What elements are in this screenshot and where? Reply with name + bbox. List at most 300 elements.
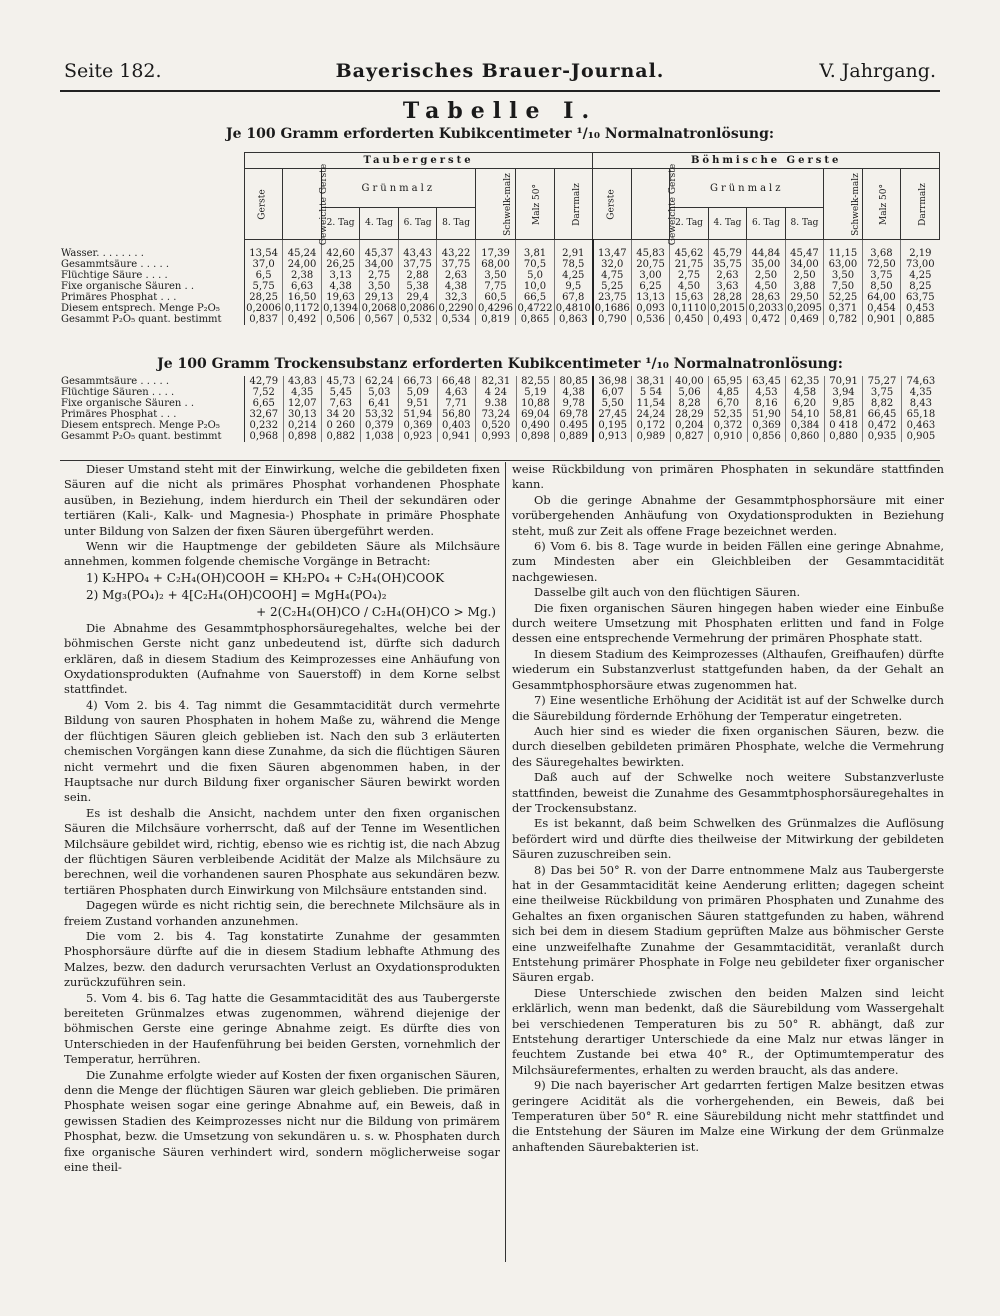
table-cell: 30,13 — [283, 409, 322, 420]
table-cell: 4,38 — [321, 281, 359, 292]
table-cell: 34,00 — [360, 259, 398, 270]
table-cell: 0,905 — [901, 431, 940, 442]
row-label: Wasser. . . . . . . . — [60, 240, 244, 260]
table-cell: 0,2086 — [400, 303, 436, 314]
table-cell: 0,880 — [824, 431, 863, 442]
table-cell: 0,889 — [555, 431, 594, 442]
table-cell: 8,43 — [901, 398, 940, 409]
table-cell: 0,472 — [747, 314, 785, 325]
table-cell: 8,50 — [862, 281, 900, 292]
paragraph: Dieser Umstand steht mit der Einwirkung, welche die gebildeten fixen Säuren auf die nicht als primäres Phosphat vorhandenen Phosphate ausüben, in Beziehung, indem hierdurch ein Theil der sekundären oder tertiären (Kali-, Kalk- und Magnesia-) Phosphate in primäre Phosphate unter Bildung von Salzen der fixen Säuren übergeführt werden. — [64, 462, 500, 538]
row-label: Flüchtige Säure . . . . — [60, 270, 244, 281]
table-cell: 3,94 — [824, 387, 863, 398]
table-cell: 65,18 — [901, 409, 940, 420]
col-malz-50: Malz 50° — [862, 169, 900, 240]
paragraph: Dasselbe gilt auch von den flüchtigen Säuren. — [534, 585, 801, 600]
table-cell: 26,25 — [321, 259, 359, 270]
table-cell: 5,19 — [516, 387, 555, 398]
paragraph: Die vom 2. bis 4. Tag konstatirte Zunahme der gesammten Phosphorsäure dürfte auf die in diesem Stadium lebhafte Athmung des Malzes, bezw. den dadurch verursachten Verlust an Oxydationsprodukten zurückzuführen sein. — [64, 928, 500, 990]
col-day: 8. Tag — [437, 208, 475, 240]
table-cell: 34,00 — [785, 259, 823, 270]
row-label: Diesem entsprech. Menge P₂O₅ — [60, 420, 245, 431]
table-cell: 36,98 — [593, 376, 632, 387]
table-cell: 0,379 — [360, 420, 399, 431]
table-cell: 8,82 — [863, 398, 902, 409]
table-cell: 0,885 — [901, 314, 940, 325]
table-cell: 32,67 — [245, 409, 284, 420]
col-gerste: Gerste — [244, 169, 282, 240]
row-label: Gesammtsäure . . . . . — [60, 376, 245, 387]
table-cell: 69,04 — [516, 409, 555, 420]
table-cell: 12,07 — [283, 398, 322, 409]
row-label: Gesammtsäure . . . . . — [60, 259, 244, 270]
table-row — [60, 420, 940, 431]
col-day: 8. Tag — [785, 208, 823, 240]
table-cell: 8,16 — [747, 398, 786, 409]
col-darrmalz: Darrmalz — [554, 169, 593, 240]
table-cell: 21,75 — [670, 259, 708, 270]
table-cell: 28,63 — [747, 292, 785, 303]
table-cell: 2,91 — [554, 240, 593, 260]
table-cell: 0,2068 — [361, 303, 397, 314]
table-cell: 56,80 — [437, 409, 476, 420]
table-cell: 5,25 — [593, 281, 631, 292]
table-cell: 6,25 — [631, 281, 669, 292]
table-cell: 8,28 — [670, 398, 709, 409]
column-divider — [505, 462, 506, 1262]
table-cell: 63,45 — [747, 376, 786, 387]
table2-title: Je 100 Gramm Trockensubstanz erforderten Kubikcentimeter ¹/₁₀ Normalnatronlösung: — [157, 356, 843, 372]
table-cell: 66,48 — [437, 376, 476, 387]
table-cell: 6,41 — [360, 398, 399, 409]
table-cell: 80,85 — [555, 376, 594, 387]
table-cell: 6,20 — [786, 398, 825, 409]
table-cell: 29,4 — [398, 292, 436, 303]
table-cell: 23,75 — [593, 292, 631, 303]
table-cell: 4,58 — [786, 387, 825, 398]
table-cell: 0,453 — [901, 303, 940, 314]
table-cell: 0,898 — [516, 431, 555, 442]
paragraph: Die Abnahme des Gesammtphosphorsäuregehaltes, welche bei der böhmischen Gerste nicht ganz unbedeutend ist, dürfte sich dadurch erklären, daß in diesem Stadium des Keimprozesses eine Anhäufung von Oxydationsprodukten (Aufnahme von Sauerstoff) in dem Korne selbst stattfindet. — [64, 620, 500, 697]
table-cell: 3,75 — [863, 387, 902, 398]
table-cell: 4 24 — [476, 387, 517, 398]
table-row — [60, 270, 940, 281]
table-cell: 3,50 — [475, 270, 516, 281]
table-cell: 0,371 — [824, 303, 862, 314]
table-cell: 0,384 — [786, 420, 825, 431]
col-schwelkmalz: Schwelk-malz — [824, 169, 862, 240]
table-cell: 2,88 — [398, 270, 436, 281]
table-row — [60, 240, 940, 260]
table-cell: 45,73 — [322, 376, 361, 387]
table-cell: 65,95 — [709, 376, 748, 387]
row-label: Primäres Phosphat . . . — [60, 292, 244, 303]
paragraph: 4) Vom 2. bis 4. Tag nimmt die Gesammtacidität durch vermehrte Bildung von sauren Phosphaten in hohem Maße zu, während die Menge der flüchtigen Säuren gleich geblieben ist. Nach den sub 3 erläuterten chemischen Vorgängen kann diese Zunahme, da sich die flüchtigen Säuren nicht vermehrt und die fixen Säuren abgenommen haben, in der Hauptsache nur durch Bildung fixer organischer Säuren bewirkt worden sein. — [64, 697, 500, 805]
table-cell: 3,75 — [862, 270, 900, 281]
table-cell: 8,25 — [901, 281, 940, 292]
table-cell: 1,038 — [360, 431, 399, 442]
group-taubergerste: Taubergerste — [244, 153, 592, 169]
table-cell: 0,910 — [709, 431, 748, 442]
paragraph: Die Zunahme erfolgte wieder auf Kosten der fixen organischen Säuren, denn die Menge der flüchtigen Säuren war gleich geblieben. Die primären Phosphate weisen sogar eine geringe Abnahme auf, ein Beweis, daß in gewissen Stadien des Keimprozesses nicht nur die Bildung von primärem Phosphat, bezw. die Umsetzung von sekundären u. s. w. Phosphaten durch fixe organische Säuren verhindert wird, sondern möglicherweise sogar eine theil- — [64, 1067, 500, 1175]
table-cell: 0,2095 — [786, 303, 822, 314]
page-number: Seite 182. — [64, 60, 162, 82]
table-cell: 0,493 — [708, 314, 746, 325]
col-darrmalz: Darrmalz — [901, 169, 940, 240]
table-cell: 0,782 — [824, 314, 862, 325]
text-column-right — [512, 462, 944, 1155]
table-cell: 0,2006 — [246, 303, 282, 314]
table-cell: 4,25 — [901, 270, 940, 281]
table-cell: 62,35 — [786, 376, 825, 387]
table-cell: 0,1172 — [284, 303, 320, 314]
paragraph: Auch hier sind es wieder die fixen organischen Säuren, bezw. die durch dieselben gebildeten primären Phosphate, welche die Vermehrung des Säuregehaltes bewirkten. — [512, 723, 944, 769]
table-cell: 37,75 — [398, 259, 436, 270]
table-cell: 38,31 — [632, 376, 671, 387]
table-cell: 53,32 — [360, 409, 399, 420]
table-cell: 70,5 — [516, 259, 554, 270]
table-cell: 4,63 — [437, 387, 476, 398]
table-cell: 0,567 — [360, 314, 398, 325]
table-cell: 37,0 — [244, 259, 282, 270]
col-day: 6. Tag — [398, 208, 436, 240]
table-cell: 40,00 — [670, 376, 709, 387]
equation: + 2(C₂H₄(OH)CO / C₂H₄(OH)CO > Mg.) — [256, 604, 496, 619]
table-cell: 0,989 — [632, 431, 671, 442]
table1-subtitle: Je 100 Gramm erforderten Kubikcentimeter ¹/₁₀ Normalnatronlösung: — [225, 126, 775, 142]
table-cell: 10,88 — [516, 398, 555, 409]
table-cell: 66,5 — [516, 292, 554, 303]
table-row — [60, 376, 940, 387]
table-cell: 0 260 — [322, 420, 361, 431]
table-cell: 0,214 — [283, 420, 322, 431]
paragraph: Diese Unterschiede zwischen den beiden Malzen sind leicht erklärlich, wenn man bedenkt, daß die Säurebildung vom Wassergehalt bei verschiedenen Temperaturen bis zu 50° R. abhängt, daß zur Entstehung derartiger Unterschiede da eine Malz nur etwas länger in feuchtem Zustande bei etwa 40° R., der Optimumtemperatur des Milchsäurefermentes, erhalten zu werden braucht, als das andere. — [512, 985, 944, 1077]
paragraph: 5. Vom 4. bis 6. Tag hatte die Gesammtacidität des aus Taubergerste bereiteten Grünmalzes etwas zugenommen, während diejenige der böhmischen Gerste eine geringe Abnahme zeigt. Es dürfte dies von Unterschieden in der Haufenführung bei beiden Gersten, vornehmlich der Temperatur, herrühren. — [64, 990, 500, 1067]
row-label: Gesammt P₂O₅ quant. bestimmt — [60, 431, 245, 442]
table-cell: 2,19 — [901, 240, 940, 260]
table-cell: 15,63 — [670, 292, 708, 303]
table-cell: 29,50 — [785, 292, 823, 303]
table-cell: 0,1110 — [671, 303, 707, 314]
table-cell: 9.38 — [476, 398, 517, 409]
table-cell: 0,2015 — [709, 303, 745, 314]
table-cell: 43,43 — [398, 240, 436, 260]
table-cell: 0,532 — [398, 314, 436, 325]
table-cell: 52,35 — [709, 409, 748, 420]
volume-label: V. Jahrgang. — [819, 60, 936, 82]
header-rule — [60, 90, 940, 92]
table-cell: 0,463 — [901, 420, 940, 431]
table-cell: 4,38 — [437, 281, 475, 292]
table-cell: 0,863 — [554, 314, 593, 325]
table-cell: 4,75 — [593, 270, 631, 281]
paragraph: 9) Die nach bayerischer Art gedarrten fertigen Malze besitzen etwas geringere Acidität als die vorhergehenden, ein Beweis, daß bei Temperaturen über 50° R. eine Säurebildung nicht mehr stattfindet und die Entstehung der Säuren im Malze eine Wirkung der dem Grünmalze anhaftenden Säurebakterien ist. — [512, 1078, 944, 1154]
table-cell: 0,913 — [593, 431, 632, 442]
table-cell: 0,469 — [785, 314, 823, 325]
row-label: Flüchtige Säuren . . . . — [60, 387, 245, 398]
table-row — [60, 409, 940, 420]
paragraph: Es ist bekannt, daß beim Schwelken des Grünmalzes die Auflösung befördert wird und dürfte dies theilweise der Mitwirkung der gebildeten Säuren zuzuschreiben sein. — [512, 816, 944, 862]
table-cell: 6,65 — [245, 398, 284, 409]
table-cell: 0,968 — [245, 431, 284, 442]
table-cell: 27,45 — [593, 409, 632, 420]
table-cell: 0,506 — [321, 314, 359, 325]
table-row — [60, 281, 940, 292]
table-cell: 0,450 — [670, 314, 708, 325]
table-cell: 68,00 — [475, 259, 516, 270]
table-cell: 52,25 — [824, 292, 862, 303]
paragraph: weise Rückbildung von primären Phosphaten in sekundäre stattfinden kann. — [512, 462, 944, 492]
table-cell: 9,51 — [399, 398, 438, 409]
paragraph: Es ist deshalb die Ansicht, nachdem unter den fixen organischen Säuren die Milchsäure vorherrscht, daß auf der Tenne im Wesentlichen Milchsäure gebildet wird, richtig, ebenso wie es richtig ist, die nach Abzug der flüchtigen Säuren verbleibende Acidität der Malze als Milchsäure zu berechnen, weil die vorhandenen sauren Phosphate aus sekundären bezw. tertiären Phosphaten durch Einwirkung von Milchsäure entstanden sind. — [64, 805, 500, 897]
table-cell: 67,8 — [554, 292, 593, 303]
paragraph: Ob die geringe Abnahme der Gesammtphosphorsäure mit einer vorübergehenden Anhäufung von Oxydationsprodukten in Beziehung steht, muß zur Zeit als offene Frage bezeichnet werden. — [512, 492, 944, 538]
table-cell: 0,1394 — [323, 303, 359, 314]
table-cell: 17,39 — [475, 240, 516, 260]
paragraph: Daß auch auf der Schwelke noch weitere Substanzverluste stattfinden, beweist die Zunahme des Gesammtphosphorsäuregehaltes in der Trockensubstanz. — [512, 770, 944, 815]
table-cell: 0,837 — [244, 314, 282, 325]
table-cell: 0,819 — [475, 314, 516, 325]
table-cell: 75,27 — [863, 376, 902, 387]
table-cell: 28,29 — [670, 409, 709, 420]
table-cell: 0,941 — [437, 431, 476, 442]
table-cell: 0,935 — [863, 431, 902, 442]
table-row — [60, 292, 940, 303]
table-cell: 63,75 — [901, 292, 940, 303]
table-cell: 13,54 — [244, 240, 282, 260]
table-cell: 73,00 — [901, 259, 940, 270]
table-cell: 42,60 — [321, 240, 359, 260]
table-cell: 5,09 — [399, 387, 438, 398]
table-cell: 0,2033 — [748, 303, 784, 314]
table-cell: 72,50 — [862, 259, 900, 270]
table-cell: 51,90 — [747, 409, 786, 420]
table-cell: 6,70 — [709, 398, 748, 409]
table-cell: 5,03 — [360, 387, 399, 398]
table-cell: 4,53 — [747, 387, 786, 398]
table-cell: 0,2290 — [438, 303, 474, 314]
table-cell: 82,31 — [476, 376, 517, 387]
table-cell: 3,50 — [360, 281, 398, 292]
paragraph: Die fixen organischen Säuren hingegen haben wieder eine Einbuße durch weitere Umsetzung mit Phosphaten erlitten und fand in Folge dessen eine entsprechende Vermehrung der primären Phosphate statt. — [512, 600, 944, 646]
table-cell: 43,22 — [437, 240, 475, 260]
table-cell: 0,790 — [593, 314, 631, 325]
col-malz-50: Malz 50° — [516, 169, 554, 240]
row-label: Diesem entsprech. Menge P₂O₅ — [60, 303, 244, 314]
table-cell: 45,24 — [283, 240, 321, 260]
table-cell: 0,898 — [283, 431, 322, 442]
table-cell: 0,195 — [593, 420, 632, 431]
table-row — [60, 398, 940, 409]
table-cell: 6,63 — [283, 281, 321, 292]
table-cell: 69,78 — [555, 409, 594, 420]
paragraph: 8) Das bei 50° R. von der Darre entnommene Malz aus Taubergerste hat in der Gesammtacidität keine Aenderung erlitten; dagegen scheint eine theilweise Rückbildung von primären Phosphaten und Zunahme des Gehaltes an fixen organischen Säuren stattgefunden zu haben, während sich bei dem in diesem Stadium geprüften Malze aus böhmischer Gerste eine unzweifelhafte Zunahme der Gesammtacidität, veranlaßt durch Entstehung primärer Phosphate in Folge neu gebildeter fixer organischer Säuren ergab. — [512, 862, 944, 985]
table-cell: 4,35 — [283, 387, 322, 398]
table-cell: 74,63 — [901, 376, 940, 387]
table-cell: 4,35 — [901, 387, 940, 398]
table-cell: 45,37 — [360, 240, 398, 260]
table-cell: 0,454 — [862, 303, 900, 314]
table-cell: 24,24 — [632, 409, 671, 420]
table-cell: 7,75 — [475, 281, 516, 292]
col-schwelkmalz: Schwelk-malz — [475, 169, 516, 240]
table-cell: 0.495 — [555, 420, 594, 431]
row-label: Fixe organische Säuren . . — [60, 281, 244, 292]
table-cell: 2,38 — [283, 270, 321, 281]
table-cell: 6,07 — [593, 387, 632, 398]
paragraph: Wenn wir die Hauptmenge der gebildeten Säure als Milchsäure annehmen, kommen folgende chemische Vorgänge in Betracht: — [64, 539, 500, 569]
table-cell: 4,85 — [709, 387, 748, 398]
table-cell: 4,50 — [747, 281, 785, 292]
table-cell: 0,172 — [632, 420, 671, 431]
table-cell: 5,45 — [322, 387, 361, 398]
table-cell: 3,50 — [824, 270, 862, 281]
table-cell: 13,13 — [631, 292, 669, 303]
table-cell: 11,15 — [824, 240, 862, 260]
table-cell: 28,25 — [244, 292, 282, 303]
table-cell: 2,75 — [360, 270, 398, 281]
table-cell: 0,856 — [747, 431, 786, 442]
table-cell: 3,00 — [631, 270, 669, 281]
col-geweichte-gerste: Geweichte Gerste — [631, 169, 669, 240]
table-cell: 54,10 — [786, 409, 825, 420]
col-gruenmalz: Grünmalz — [670, 169, 824, 208]
table-cell: 0,372 — [709, 420, 748, 431]
table-cell: 0,923 — [399, 431, 438, 442]
table-cell: 2,50 — [747, 270, 785, 281]
col-day: 2. Tag — [670, 208, 708, 240]
col-geweichte-gerste: Geweichte Gerste — [283, 169, 321, 240]
table-cell: 35,00 — [747, 259, 785, 270]
table1 — [60, 152, 940, 325]
table-row — [60, 303, 940, 314]
table-cell: 0,901 — [862, 314, 900, 325]
table-cell: 62,24 — [360, 376, 399, 387]
col-day: 6. Tag — [747, 208, 785, 240]
table-cell: 58,81 — [824, 409, 863, 420]
table-cell: 0,490 — [516, 420, 555, 431]
table-cell: 82,55 — [516, 376, 555, 387]
table-cell: 0,403 — [437, 420, 476, 431]
table-cell: 2,75 — [670, 270, 708, 281]
table-cell: 10,0 — [516, 281, 554, 292]
table-cell: 78,5 — [554, 259, 593, 270]
table-cell: 44,84 — [747, 240, 785, 260]
table-cell: 2,63 — [437, 270, 475, 281]
paragraph: Dagegen würde es nicht richtig sein, die berechnete Milchsäure als in freiem Zustand vorhanden anzunehmen. — [64, 898, 500, 928]
table-cell: 0,534 — [437, 314, 475, 325]
table-cell: 5,50 — [593, 398, 632, 409]
table-cell: 45,83 — [631, 240, 669, 260]
row-label: Primäres Phosphat . . . — [60, 409, 245, 420]
table-cell: 5,0 — [516, 270, 554, 281]
table-cell: 0,232 — [245, 420, 284, 431]
table-cell: 7,71 — [437, 398, 476, 409]
table-cell: 9,78 — [555, 398, 594, 409]
table-cell: 4,50 — [670, 281, 708, 292]
table-cell: 28,28 — [708, 292, 746, 303]
table-cell: 4,38 — [555, 387, 594, 398]
col-day: 4. Tag — [360, 208, 398, 240]
table-row — [60, 259, 940, 270]
table-cell: 0,882 — [322, 431, 361, 442]
table-cell: 0,4296 — [475, 303, 516, 314]
table-cell: 3,81 — [516, 240, 554, 260]
table-cell: 0,369 — [747, 420, 786, 431]
table-cell: 60,5 — [475, 292, 516, 303]
equation: 2) Mg₃(PO₄)₂ + 4[C₂H₄(OH)COOH] = MgH₄(PO₄)₂ — [86, 587, 387, 602]
table-cell: 0,536 — [631, 314, 669, 325]
table-cell: 3,88 — [785, 281, 823, 292]
table-cell: 7,63 — [322, 398, 361, 409]
table-cell: 45,79 — [708, 240, 746, 260]
table-cell: 63,00 — [824, 259, 862, 270]
table2 — [60, 376, 940, 442]
table-cell: 0,860 — [786, 431, 825, 442]
col-gruenmalz: Grünmalz — [321, 169, 475, 208]
col-day: 2. Tag — [321, 208, 359, 240]
col-day: 4. Tag — [708, 208, 746, 240]
table-cell: 11,54 — [632, 398, 671, 409]
table-cell: 5,75 — [244, 281, 282, 292]
table-cell: 0,093 — [631, 303, 669, 314]
group-boehmische-gerste: Böhmische Gerste — [593, 153, 940, 169]
table-cell: 43,83 — [283, 376, 322, 387]
table-cell: 7,52 — [245, 387, 284, 398]
table-cell: 6,5 — [244, 270, 282, 281]
table-cell: 2,63 — [708, 270, 746, 281]
table-cell: 0,4810 — [554, 303, 593, 314]
table-cell: 4,25 — [554, 270, 593, 281]
table-cell: 16,50 — [283, 292, 321, 303]
table-cell: 3,13 — [321, 270, 359, 281]
paragraph: 7) Eine wesentliche Erhöhung der Acidität ist auf der Schwelke durch die Säurebildung fördernde Erhöhung der Temperatur eingetreten. — [512, 693, 944, 723]
table-cell: 3,68 — [862, 240, 900, 260]
text-column-left — [64, 462, 500, 1175]
table-cell: 9,85 — [824, 398, 863, 409]
table-cell: 20,75 — [631, 259, 669, 270]
equation: 1) K₂HPO₄ + C₂H₄(OH)COOH = KH₂PO₄ + C₂H₄(OH)COOK — [86, 570, 445, 585]
table-cell: 0,4722 — [517, 303, 553, 314]
table-cell: 13,47 — [593, 240, 631, 260]
paragraph: In diesem Stadium des Keimprozesses (Althaufen, Greifhaufen) dürfte wiederum ein Substanzverlust stattgefunden haben, da der Gehalt an Gesammtphosphorsäure etwas zugenommen hat. — [512, 646, 944, 692]
table-cell: 7,50 — [824, 281, 862, 292]
table-cell: 24,00 — [283, 259, 321, 270]
table-cell: 45,62 — [670, 240, 708, 260]
table-cell: 35,75 — [708, 259, 746, 270]
table-cell: 73,24 — [476, 409, 517, 420]
table-cell: 9,5 — [554, 281, 593, 292]
table-cell: 51,94 — [399, 409, 438, 420]
table-cell: 32,0 — [593, 259, 631, 270]
journal-title: Bayerisches Brauer-Journal. — [335, 60, 665, 82]
table-cell: 34 20 — [322, 409, 361, 420]
table-cell: 37,75 — [437, 259, 475, 270]
table-cell: 5,38 — [398, 281, 436, 292]
table-cell: 5 54 — [632, 387, 671, 398]
table-row — [60, 387, 940, 398]
table-cell: 5,06 — [670, 387, 709, 398]
table-cell: 64,00 — [862, 292, 900, 303]
paragraph: 6) Vom 6. bis 8. Tage wurde in beiden Fällen eine geringe Abnahme, zum Mindesten aber ein Gleichbleiben der Gesammtacidität nachgewiesen. — [512, 539, 944, 584]
table-cell: 0,520 — [476, 420, 517, 431]
table-cell: 70,91 — [824, 376, 863, 387]
table-cell: 0,204 — [670, 420, 709, 431]
table-cell: 3,63 — [708, 281, 746, 292]
table-row — [60, 314, 940, 325]
table-cell: 42,79 — [245, 376, 284, 387]
table-cell: 19,63 — [321, 292, 359, 303]
